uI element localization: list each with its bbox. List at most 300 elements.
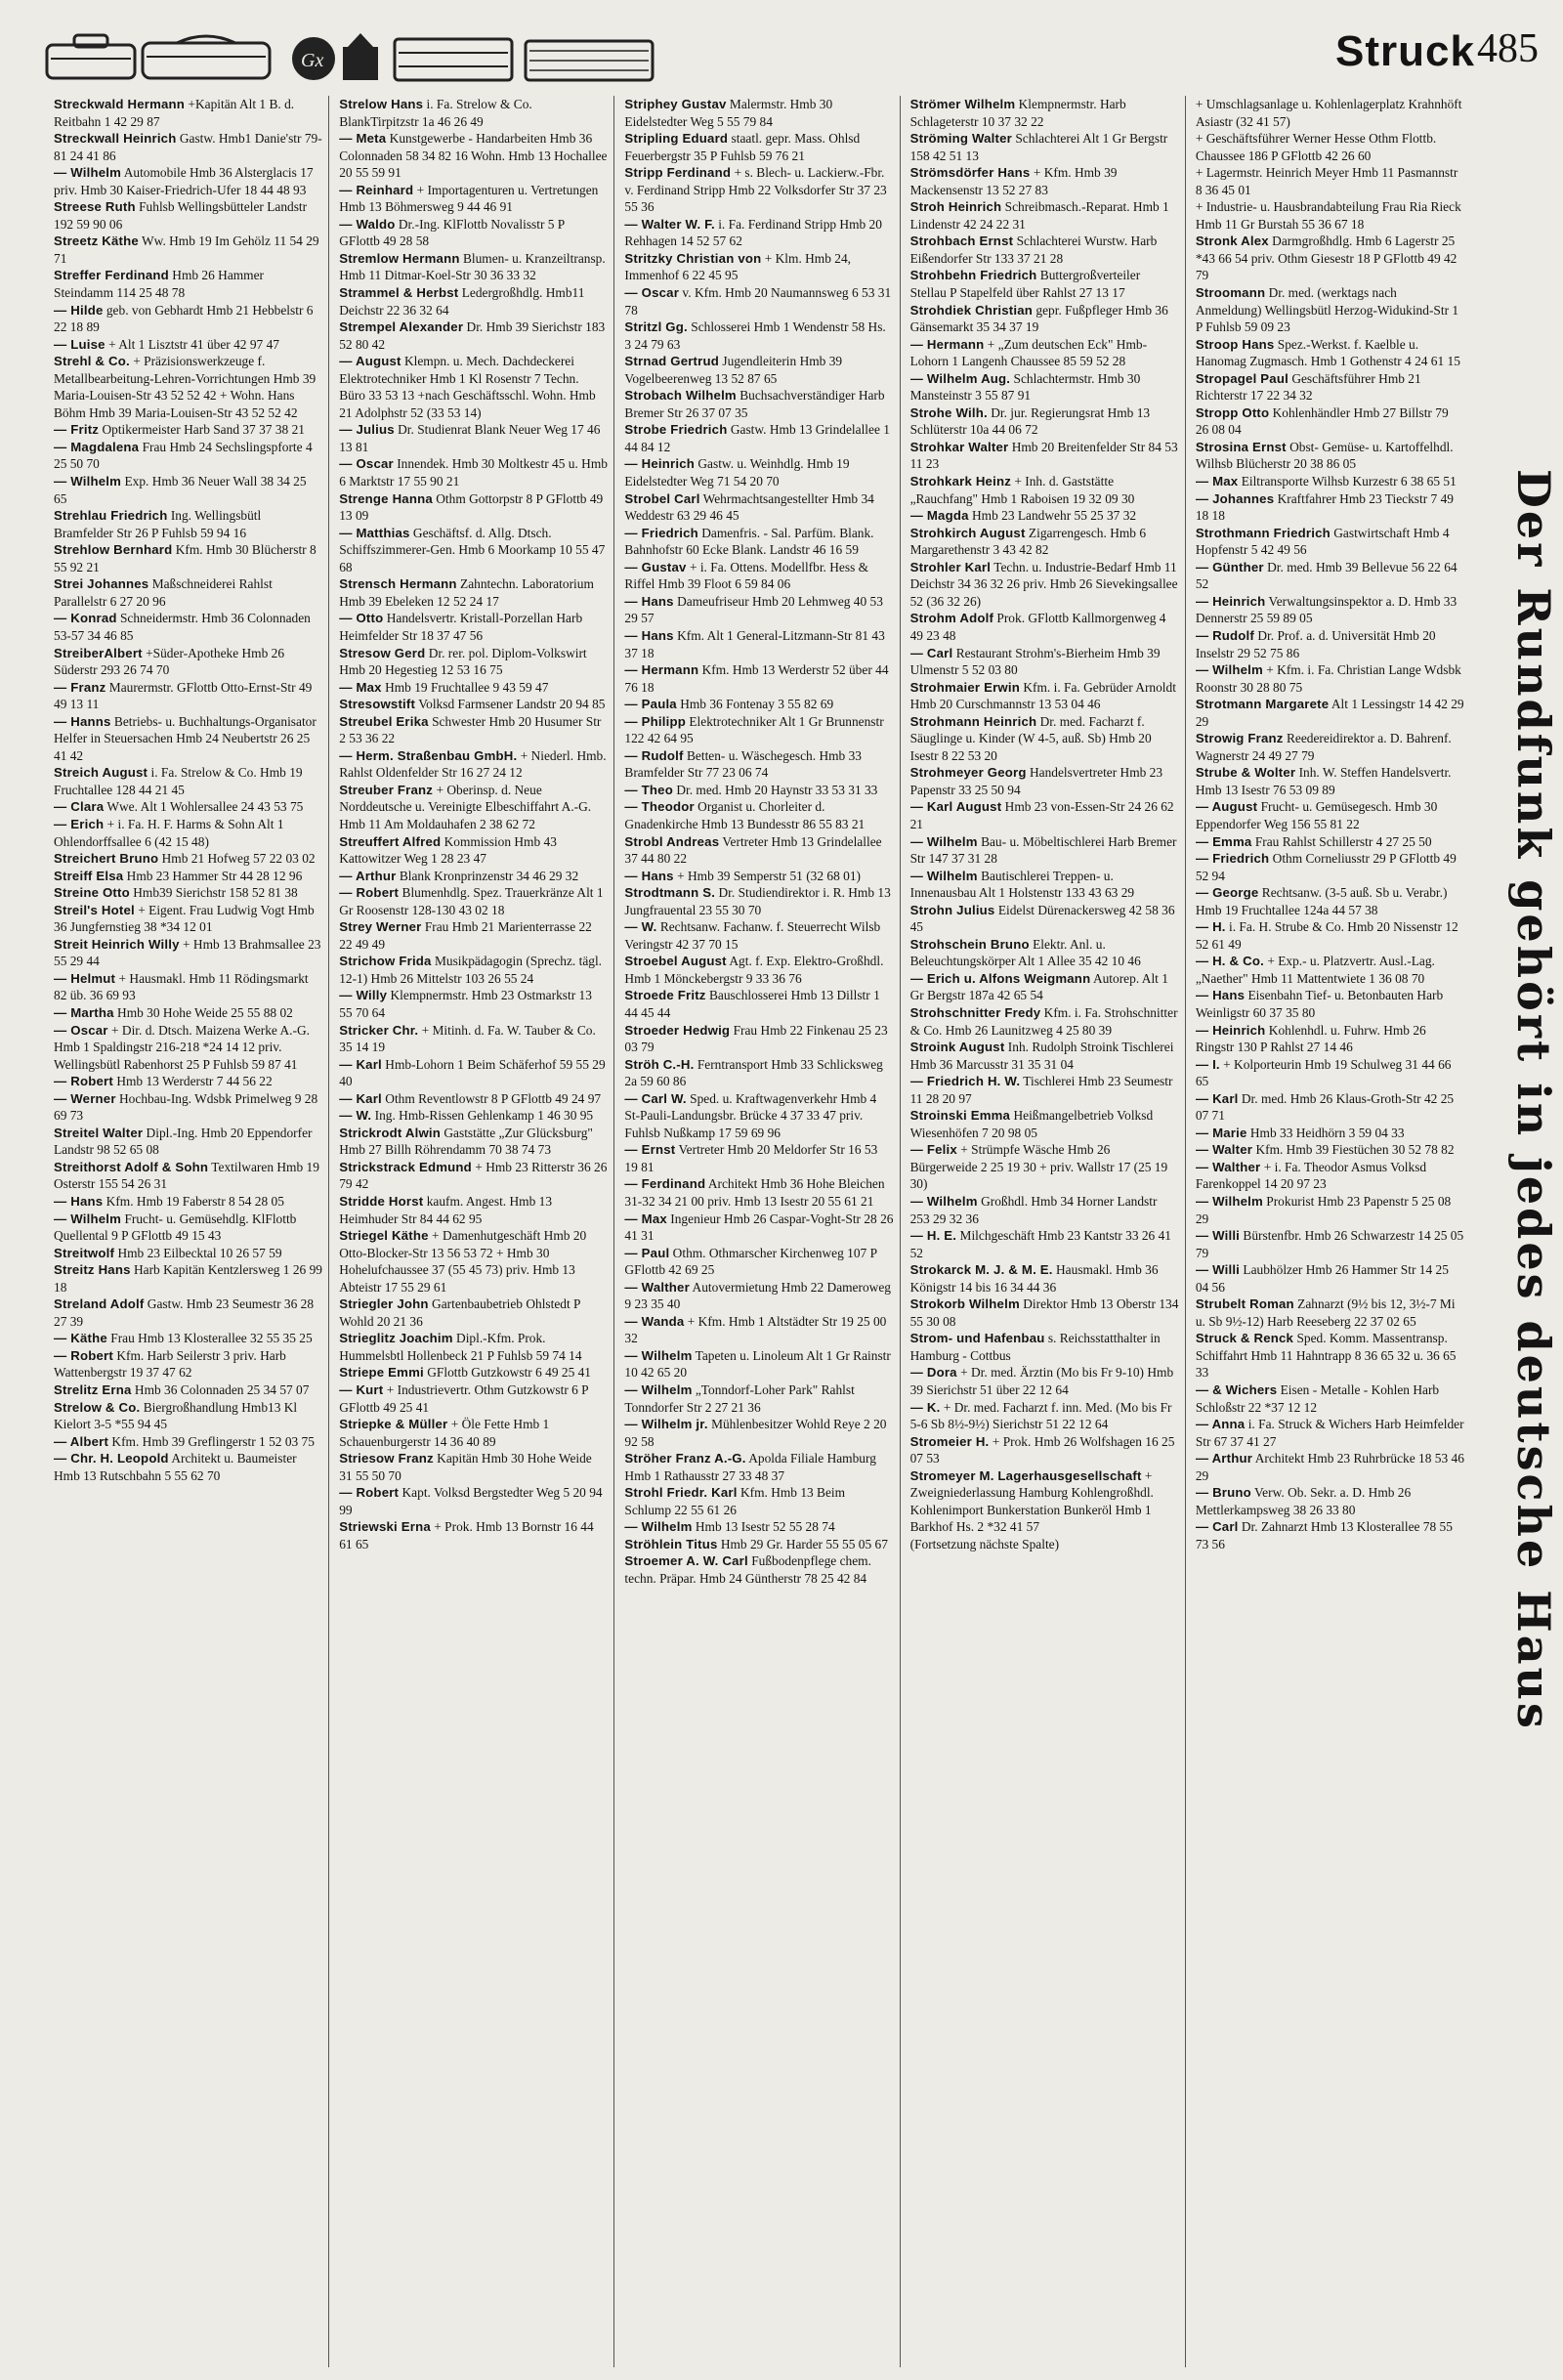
directory-entry bbox=[339, 250, 608, 284]
entry-name: — August bbox=[1195, 799, 1258, 815]
entry-name: — Wanda bbox=[624, 1313, 685, 1329]
entry-details: Bau- u. Möbeltischlerei Harb Bremer Str 147 37 31 28 bbox=[909, 833, 1177, 867]
directory-entry bbox=[1196, 490, 1464, 525]
entry-details: + Inh. d. Gaststätte „Rauchfang" Hmb 1 Raboisen 19 32 09 30 bbox=[909, 474, 1135, 506]
directory-entry bbox=[624, 868, 893, 885]
directory-entry bbox=[624, 627, 893, 661]
directory-entry bbox=[54, 1125, 322, 1159]
entry-details: Kfm. Hmb 13 Beim Schlump 22 55 61 26 bbox=[624, 1485, 846, 1517]
directory-entry bbox=[339, 1416, 608, 1450]
directory-entry bbox=[624, 164, 893, 216]
entry-name: Stropagel Paul bbox=[1195, 370, 1288, 386]
entry-details: + Exp.- u. Platzvertr. Ausl.-Lag. „Naether" Hmb 11 Mattentwiete 1 36 08 70 bbox=[1195, 954, 1435, 986]
directory-entry bbox=[1196, 130, 1464, 164]
entry-details: Restaurant Strohm's-Bierheim Hmb 39 Ulmenstr 5 52 03 80 bbox=[909, 645, 1161, 678]
entry-details: + Oberinsp. d. Neue Norddeutsche u. Vereinigte Elbeschiffahrt A.-G. Hmb 11 Am Moldauhafen 2 38 62 72 bbox=[339, 782, 592, 831]
directory-entry bbox=[54, 130, 322, 164]
entry-details: Hmb 21 Hofweg 57 22 03 02 bbox=[161, 851, 316, 867]
directory-entry bbox=[339, 747, 608, 782]
entry-name: Stresowstift bbox=[339, 697, 416, 712]
directory-entry bbox=[624, 747, 893, 782]
directory-entry bbox=[910, 610, 1179, 644]
entry-name: — Hans bbox=[1195, 988, 1246, 1003]
entry-name: Strömsdörfer Hans bbox=[909, 165, 1031, 181]
directory-entry bbox=[910, 559, 1179, 611]
directory-entry bbox=[1196, 1296, 1464, 1330]
directory-entry bbox=[910, 1467, 1179, 1536]
entry-name: — H. & Co. bbox=[1195, 954, 1264, 969]
entry-name: Streitz Hans bbox=[54, 1262, 131, 1278]
directory-entry bbox=[339, 610, 608, 644]
directory-entry bbox=[339, 1056, 608, 1090]
directory-entry bbox=[624, 284, 893, 319]
directory-entry bbox=[339, 645, 608, 679]
entry-name: — Herm. Straßenbau GmbH. bbox=[339, 747, 518, 763]
entry-name: — Carl W. bbox=[624, 1090, 687, 1106]
entry-name: Stroebel August bbox=[624, 954, 727, 969]
entry-details: Apolda Filiale Hamburg Hmb 1 Rathausstr 27 33 48 37 bbox=[624, 1451, 876, 1483]
entry-name: — Felix bbox=[909, 1142, 957, 1158]
directory-entry bbox=[1196, 1518, 1464, 1552]
entry-name: — Fritz bbox=[54, 422, 100, 438]
entry-details: Frau Hmb 21 Marienterrasse 22 22 49 49 bbox=[339, 919, 592, 952]
entry-details: Milchgeschäft Hmb 23 Kantstr 33 26 41 52 bbox=[909, 1228, 1171, 1260]
entry-details: + Prok. Hmb 26 Wolfshagen 16 25 07 53 bbox=[909, 1433, 1175, 1466]
entry-details: Verwaltungsinspektor a. D. Hmb 33 Dennerstr 25 59 89 05 bbox=[1195, 593, 1457, 626]
entry-details: Kohlenhdl. u. Fuhrw. Hmb 26 Ringstr 130 P Rahlst 27 14 46 bbox=[1195, 1022, 1426, 1055]
entry-details: Klempn. u. Mech. Dachdeckerei Elektrotechniker Hmb 1 Kl Rosenstr 7 Techn. Büro 33 53 13 +nach Geschäftsschl. Wohn. Hmb 21 Adolphstr 52 (33 53 14) bbox=[339, 354, 596, 420]
directory-entry bbox=[910, 1193, 1179, 1227]
directory-entry bbox=[339, 987, 608, 1021]
entry-details: Architekt Hmb 23 Ruhrbrücke 18 53 46 29 bbox=[1195, 1451, 1464, 1483]
directory-entry bbox=[339, 1022, 608, 1056]
directory-entry bbox=[624, 1552, 893, 1587]
entry-details: Schneidermstr. Hmb 36 Colonnaden 53-57 34 46 85 bbox=[54, 611, 311, 643]
entry-details: Othm. Othmarscher Kirchenweg 107 P GFlottb 42 69 25 bbox=[624, 1245, 877, 1278]
directory-entry bbox=[1196, 1416, 1464, 1450]
directory-entry bbox=[54, 439, 322, 473]
directory-entry bbox=[54, 575, 322, 610]
entry-name: Streland Adolf bbox=[54, 1296, 145, 1312]
entry-details: s. Reichsstatthalter in Hamburg - Cottbus bbox=[909, 1331, 1161, 1363]
directory-entry bbox=[624, 953, 893, 987]
directory-entry bbox=[339, 353, 608, 421]
entry-details: Obst- Gemüse- u. Kartoffelhdl. Wilhsb Blücherstr 20 38 86 05 bbox=[1195, 439, 1454, 472]
directory-entry bbox=[910, 679, 1179, 713]
directory-entry bbox=[624, 833, 893, 868]
directory-entry bbox=[624, 455, 893, 489]
directory-entry bbox=[54, 1193, 322, 1211]
entry-details: Darmgroßhdlg. Hmb 6 Lagerstr 25 *43 66 54 priv. Othm Giesestr 18 P GFlottb 49 42 79 bbox=[1195, 234, 1457, 283]
entry-details: Hmb 36 Fontenay 3 55 82 69 bbox=[680, 697, 834, 712]
directory-entry bbox=[54, 884, 322, 902]
entry-details: + i. Fa. Theodor Asmus Volksd Farenkoppel 14 20 97 23 bbox=[1195, 1159, 1427, 1192]
directory-entry bbox=[624, 713, 893, 747]
directory-entry bbox=[339, 490, 608, 525]
entry-name: Stripp Ferdinand bbox=[624, 165, 732, 181]
entry-details: Alt 1 Lessingstr 14 42 29 29 bbox=[1195, 697, 1464, 729]
entry-name: Strammel & Herbst bbox=[339, 285, 459, 301]
entry-details: Zigarrengesch. Hmb 6 Margarethenstr 3 43 42 82 bbox=[909, 525, 1147, 558]
entry-details: + „Zum deutschen Eck" Hmb-Lohorn 1 Langenh Chaussee 85 59 52 28 bbox=[909, 336, 1148, 369]
entry-details: Dipl.-Ing. Hmb 20 Eppendorfer Landstr 98 52 65 08 bbox=[54, 1125, 313, 1158]
directory-entry bbox=[339, 1125, 608, 1159]
entry-details: Sped. u. Kraftwagenverkehr Hmb 4 St-Pauli-Landungsbr. Brücke 4 37 33 47 priv. Fuhlsb Nußkamp 17 59 69 96 bbox=[624, 1090, 877, 1140]
entry-name: — Wilhelm Aug. bbox=[909, 370, 1011, 386]
entry-name: — Robert bbox=[339, 1485, 400, 1501]
entry-details: Kfm. Alt 1 General-Litzmann-Str 81 43 37 18 bbox=[624, 627, 885, 660]
directory-entry bbox=[910, 1433, 1179, 1467]
entry-details: Frau Rahlst Schillerstr 4 27 25 50 bbox=[1254, 833, 1432, 849]
entry-name: Streiff Elsa bbox=[54, 868, 124, 883]
entry-details: Hmb 13 Werderstr 7 44 56 22 bbox=[116, 1074, 273, 1089]
entry-name: — Philipp bbox=[624, 713, 687, 729]
directory-entry bbox=[339, 884, 608, 918]
entry-name: — Oscar bbox=[54, 1022, 108, 1038]
entry-name: — Heinrich bbox=[1195, 1022, 1266, 1038]
entry-name: Stripling Eduard bbox=[624, 131, 729, 147]
directory-entry bbox=[339, 96, 608, 130]
column-1 bbox=[54, 96, 329, 2367]
entry-name: Strickrodt Alwin bbox=[339, 1125, 442, 1140]
entry-name: Strehl & Co. bbox=[54, 354, 130, 369]
entry-details: Bauschlosserei Hmb 13 Dillstr 1 44 45 44 bbox=[624, 988, 880, 1020]
entry-name: — Franz bbox=[54, 679, 106, 695]
entry-details: + Eigent. Frau Ludwig Vogt Hmb 36 Jungfernstieg 38 *34 12 01 bbox=[54, 902, 315, 935]
entry-details: Fuhlsb Wellingsbütteler Landstr 192 59 90 06 bbox=[54, 199, 308, 232]
directory-entry bbox=[1196, 233, 1464, 284]
entry-name: — Friedrich bbox=[1195, 851, 1270, 867]
entry-name: Striepke & Müller bbox=[339, 1417, 448, 1432]
directory-entry bbox=[54, 610, 322, 644]
directory-entry bbox=[1196, 284, 1464, 336]
entry-name: StreiberAlbert bbox=[54, 645, 143, 660]
entry-details: + Alt 1 Lisztstr 41 über 42 97 47 bbox=[108, 336, 279, 352]
directory-entry bbox=[1196, 164, 1464, 198]
entry-details: Hmb 23 Eilbecktal 10 26 57 59 bbox=[117, 1245, 282, 1260]
entry-details: + Präzisionswerkzeuge f. Metallbearbeitung-Lehren-Vorrichtungen Hmb 39 Maria-Louisen-Str 43 52 52 42 + Wohn. Hans Böhm Hmb 39 Maria-Louisen-Str 43 52 52 42 bbox=[54, 354, 317, 420]
directory-entry bbox=[624, 490, 893, 525]
directory-entry bbox=[624, 319, 893, 353]
entry-name: — Erich bbox=[54, 816, 105, 831]
directory-entry bbox=[54, 1399, 322, 1433]
entry-details: Tischlerei Hmb 23 Seumestr 11 28 20 97 bbox=[909, 1074, 1173, 1106]
entry-name: — Friedrich bbox=[624, 525, 698, 540]
directory-entry bbox=[1196, 404, 1464, 439]
directory-entry bbox=[54, 645, 322, 679]
directory-entry bbox=[1196, 730, 1464, 764]
entry-name: — Werner bbox=[54, 1090, 116, 1106]
directory-entry bbox=[624, 661, 893, 696]
entry-name: — Wilhelm bbox=[909, 1194, 978, 1209]
entry-name: — Konrad bbox=[54, 611, 117, 626]
entry-details: + Strümpfe Wäsche Hmb 26 Bürgerweide 2 25 19 30 + priv. Wallstr 17 (25 19 30) bbox=[909, 1142, 1168, 1192]
directory-entry bbox=[339, 918, 608, 953]
entry-name: — Julius bbox=[339, 422, 395, 438]
entry-details: Dr. Prof. a. d. Universität Hmb 20 Inselstr 29 52 75 86 bbox=[1195, 627, 1436, 660]
entry-name: — Rudolf bbox=[624, 747, 684, 763]
entry-details: Jugendleiterin Hmb 39 Vogelbeerenweg 13 52 87 65 bbox=[624, 354, 843, 386]
entry-details: + Kfm. Hmb 1 Altstädter Str 19 25 00 32 bbox=[624, 1313, 887, 1346]
entry-name: Strube & Wolter bbox=[1195, 765, 1296, 781]
entry-name: — Luise bbox=[54, 336, 106, 352]
entry-details: + Industrie- u. Hausbrandabteilung Frau Ria Rieck Hmb 11 Gr Burstah 55 36 67 18 bbox=[1195, 199, 1461, 232]
directory-entry bbox=[54, 868, 322, 885]
entry-name: — Reinhard bbox=[339, 182, 414, 197]
directory-entry bbox=[1196, 1227, 1464, 1261]
directory-entry bbox=[910, 130, 1179, 164]
directory-entry bbox=[54, 1090, 322, 1125]
directory-entry bbox=[339, 1193, 608, 1227]
entry-name: — Hans bbox=[624, 593, 674, 609]
entry-name: — Clara bbox=[54, 799, 105, 815]
entry-name: — Walther bbox=[624, 1279, 690, 1295]
directory-entry bbox=[339, 1107, 608, 1125]
directory-entry bbox=[910, 404, 1179, 439]
entry-name: — I. bbox=[1195, 1056, 1220, 1072]
entry-details: Architekt Hmb 36 Hohe Bleichen 31-32 34 21 00 priv. Hmb 13 Isestr 20 55 61 21 bbox=[624, 1176, 885, 1209]
entry-details: Verw. Ob. Sekr. a. D. Hmb 26 Mettlerkampsweg 38 26 33 80 bbox=[1195, 1485, 1412, 1517]
entry-details: Gaststätte „Zur Glücksburg" Hmb 27 Billh Röhrendamm 70 38 74 73 bbox=[339, 1125, 593, 1158]
entry-name: Strohmeyer Georg bbox=[909, 765, 1027, 781]
directory-entry bbox=[54, 1381, 322, 1399]
entry-name: — Martha bbox=[54, 1004, 114, 1020]
directory-entry bbox=[1196, 884, 1464, 918]
entry-details: Kfm. Hmb 19 Faberstr 8 54 28 05 bbox=[106, 1194, 284, 1209]
entry-details: Dr. med. (werktags nach Anmeldung) Wellingsbütl Herzog-Widukind-Str 1 P Fuhlsb 59 09 23 bbox=[1195, 285, 1459, 335]
entry-details: Schlosserei Hmb 1 Wendenstr 58 Hs. 3 24 79 63 bbox=[624, 319, 886, 352]
entry-name: — Willi bbox=[1195, 1228, 1241, 1244]
directory-entry bbox=[339, 1159, 608, 1193]
entry-details: Innendek. Hmb 30 Moltkestr 45 u. Hmb 6 Marktstr 17 55 90 21 bbox=[339, 456, 608, 489]
directory-entry bbox=[1196, 1330, 1464, 1381]
entry-details: Fußbodenpflege chem. techn. Präpar. Hmb 24 Güntherstr 78 25 42 84 bbox=[624, 1553, 871, 1587]
directory-entry bbox=[624, 130, 893, 164]
directory-entry bbox=[339, 1330, 608, 1364]
entry-name: Streckwald Hermann bbox=[54, 97, 186, 111]
entry-details: Techn. u. Industrie-Bedarf Hmb 11 Deichstr 34 36 32 26 priv. Hmb 26 Sievekingsallee 52 (36 32 26) bbox=[909, 559, 1178, 609]
entry-name: — Paul bbox=[624, 1245, 670, 1260]
directory-entry bbox=[910, 936, 1179, 970]
entry-details: Hmb 23 Landwehr 55 25 37 32 bbox=[972, 508, 1137, 524]
entry-details: i. Fa. Strelow & Co. Hmb 19 Fruchtallee 128 44 21 45 bbox=[54, 765, 303, 797]
entry-details: (Fortsetzung nächste Spalte) bbox=[909, 1536, 1060, 1551]
directory-entry bbox=[1196, 1090, 1464, 1125]
entry-name: Streese Ruth bbox=[54, 199, 136, 215]
entry-details: Architekt u. Baumeister Hmb 13 Rutschbahn 5 55 62 70 bbox=[54, 1451, 297, 1483]
entry-details: Dr. Hmb 39 Sierichstr 183 52 80 42 bbox=[339, 319, 606, 352]
entry-name: Strelitz Erna bbox=[54, 1382, 132, 1398]
entry-details: Othm Gottorpstr 8 P GFlottb 49 13 09 bbox=[339, 490, 604, 524]
entry-name: — Paula bbox=[624, 697, 677, 712]
entry-name: Striegler John bbox=[339, 1296, 429, 1312]
entry-name: — Carl bbox=[909, 645, 953, 660]
entry-name: — Matthias bbox=[339, 525, 410, 540]
entry-name: Strieglitz Joachim bbox=[339, 1331, 453, 1346]
directory-entry bbox=[624, 918, 893, 953]
entry-details: + Industrievertr. Othm Gutzkowstr 6 P GFlottb 49 25 41 bbox=[339, 1382, 589, 1415]
directory-entry bbox=[1196, 953, 1464, 987]
entry-details: Kapt. Volksd Bergstedter Weg 5 20 94 99 bbox=[339, 1485, 603, 1517]
entry-details: Hmb 30 Hohe Weide 25 55 88 02 bbox=[117, 1004, 293, 1020]
entry-name: Struck & Renck bbox=[1195, 1331, 1294, 1346]
directory-entry bbox=[54, 233, 322, 267]
directory-entry bbox=[54, 1347, 322, 1381]
entry-details: Tapeten u. Linoleum Alt 1 Gr Rainstr 10 42 65 20 bbox=[624, 1347, 891, 1381]
directory-entry bbox=[624, 216, 893, 250]
directory-entry bbox=[624, 1416, 893, 1450]
entry-name: Strotmann Margarete bbox=[1195, 697, 1330, 712]
directory-entry bbox=[54, 1004, 322, 1022]
entry-details: Harb Kapitän Kentzlersweg 1 26 99 18 bbox=[54, 1262, 322, 1295]
entry-details: GFlottb Gutzkowstr 6 49 25 41 bbox=[427, 1365, 592, 1381]
entry-name: — August bbox=[339, 354, 401, 369]
entry-details: gepr. Fußpfleger Hmb 36 Gänsemarkt 35 34 37 19 bbox=[909, 302, 1168, 335]
entry-details: Wwe. Alt 1 Wohlersallee 24 43 53 75 bbox=[106, 799, 304, 815]
entry-name: — Max bbox=[1195, 474, 1239, 489]
entry-details: Geschäftsführer Hmb 21 Richterstr 17 22 34 32 bbox=[1195, 370, 1421, 404]
entry-name: Stroede Fritz bbox=[624, 988, 706, 1003]
entry-name: — Dora bbox=[909, 1365, 957, 1381]
entry-details: Kfm. Hmb 39 Greflingerstr 1 52 03 75 bbox=[111, 1433, 315, 1449]
entry-details: „Tonndorf-Loher Park" Rahlst Tonndorfer Str 2 27 21 36 bbox=[624, 1382, 855, 1415]
entry-name: — Anna bbox=[1195, 1417, 1246, 1432]
directory-entry bbox=[624, 387, 893, 421]
entry-name: Strensch Hermann bbox=[339, 576, 457, 592]
entry-details: Inh. Rudolph Stroink Tischlerei Hmb 36 Marcusstr 31 35 31 04 bbox=[909, 1040, 1174, 1072]
directory-entry bbox=[1196, 696, 1464, 730]
entry-details: Zahntechn. Laboratorium Hmb 39 Ebeleken 12 52 24 17 bbox=[339, 576, 594, 609]
entry-name: Strickstrack Edmund bbox=[339, 1159, 472, 1174]
entry-name: Strohbach Ernst bbox=[909, 234, 1014, 249]
entry-details: Direktor Hmb 13 Oberstr 134 55 30 08 bbox=[909, 1296, 1179, 1329]
entry-name: — Günther bbox=[1195, 559, 1264, 574]
directory-entry bbox=[339, 868, 608, 885]
entry-details: Textilwaren Hmb 19 Osterstr 155 54 26 31 bbox=[54, 1159, 319, 1192]
directory-entry bbox=[624, 696, 893, 713]
entry-details: + Importagenturen u. Vertretungen Hmb 13 Böhmersweg 9 44 46 91 bbox=[339, 182, 599, 215]
directory-entry bbox=[910, 1296, 1179, 1330]
directory-entry bbox=[910, 1330, 1179, 1364]
svg-text:Gx: Gx bbox=[301, 50, 324, 71]
entry-name: — Robert bbox=[54, 1074, 113, 1089]
entry-name: Stremlow Hermann bbox=[339, 250, 460, 266]
entry-details: + Niederl. Hmb. Rahlst Oldenfelder Str 16 27 24 12 bbox=[339, 747, 607, 781]
entry-name: Stresow Gerd bbox=[339, 645, 426, 660]
entry-details: Geschäftsf. d. Allg. Dtsch. Schiffszimmerer-Gen. Hmb 6 Moorkamp 10 55 47 68 bbox=[339, 525, 606, 574]
entry-name: Strobe Friedrich bbox=[624, 422, 728, 438]
entry-name: Strehlau Friedrich bbox=[54, 508, 168, 524]
entry-name: Strohschnitter Fredy bbox=[909, 1004, 1041, 1020]
entry-name: — Wilhelm bbox=[54, 474, 122, 489]
entry-details: + Zweigniederlassung Hamburg Kohlengroßhdl. Kohlenimport Bunkerstation Bunkeröl Hmb 1 Barkhof Hs. 2 *32 41 57 bbox=[909, 1467, 1154, 1535]
directory-entry bbox=[1196, 559, 1464, 593]
directory-entry bbox=[54, 541, 322, 575]
entry-name: Strohdiek Christian bbox=[909, 302, 1034, 318]
entry-details: Malermstr. Hmb 30 Eidelstedter Weg 5 55 79 84 bbox=[624, 97, 833, 129]
entry-name: Stromeyer M. Lagerhausgesellschaft bbox=[909, 1467, 1142, 1483]
entry-name: — Wilhelm bbox=[1195, 1194, 1263, 1209]
directory-entry bbox=[910, 370, 1179, 404]
entry-details: Dipl.-Kfm. Prok. Hummelsbtl Hollenbeck 21 P Fuhlsb 59 74 14 bbox=[339, 1331, 582, 1363]
entry-name: — Helmut bbox=[54, 970, 116, 986]
entry-details: Betten- u. Wäschegesch. Hmb 33 Bramfelder Str 77 23 06 74 bbox=[624, 747, 862, 781]
directory-entry bbox=[339, 525, 608, 576]
entry-name: Streich August bbox=[54, 765, 148, 781]
entry-name: — Theo bbox=[624, 782, 673, 797]
entry-name: Strobl Andreas bbox=[624, 833, 720, 849]
directory-entry bbox=[624, 559, 893, 593]
entry-name: Strey Werner bbox=[339, 919, 422, 935]
directory-entry bbox=[910, 1364, 1179, 1398]
entry-details: Hmb-Lohorn 1 Beim Schäferhof 59 55 29 40 bbox=[339, 1056, 606, 1089]
entry-name: Strobach Wilhelm bbox=[624, 388, 737, 404]
directory-entry bbox=[1196, 1159, 1464, 1193]
entry-details: Gastw. Hmb 23 Seumestr 36 28 27 39 bbox=[54, 1296, 315, 1329]
entry-details: + Kfm. i. Fa. Christian Lange Wdsbk Roonstr 30 28 80 75 bbox=[1195, 662, 1461, 695]
directory-entry bbox=[339, 575, 608, 610]
entry-details: Damenfris. - Sal. Parfüm. Blank. Bahnhofstr 60 Ecke Blank. Landstr 46 16 59 bbox=[624, 525, 874, 558]
directory-entry bbox=[54, 353, 322, 421]
entry-details: Frau Hmb 22 Finkenau 25 23 03 79 bbox=[624, 1022, 888, 1055]
directory-entry bbox=[54, 267, 322, 301]
directory-entry bbox=[339, 833, 608, 868]
directory-entry bbox=[339, 130, 608, 182]
directory-entry bbox=[910, 473, 1179, 507]
entry-details: Maurermstr. GFlottb Otto-Ernst-Str 49 49 13 11 bbox=[54, 679, 313, 712]
entry-name: Stroomann bbox=[1195, 285, 1266, 301]
entry-details: Blumen- u. Kranzeiltransp. Hmb 11 Ditmar-Koel-Str 30 36 33 32 bbox=[339, 250, 606, 283]
directory-entry bbox=[54, 850, 322, 868]
directory-entry bbox=[910, 302, 1179, 336]
entry-name: — Max bbox=[624, 1211, 667, 1226]
entry-name: Strohschein Bruno bbox=[909, 936, 1030, 952]
entry-details: Kraftfahrer Hmb 23 Tieckstr 7 49 18 18 bbox=[1195, 490, 1454, 524]
directory-entry bbox=[1196, 1125, 1464, 1142]
directory-entry bbox=[910, 525, 1179, 559]
entry-details: Ferntransport Hmb 33 Schlicksweg 2a 59 60 86 bbox=[624, 1056, 883, 1089]
entry-details: Eisenbahn Tief- u. Betonbauten Harb Weinligstr 60 37 35 80 bbox=[1195, 988, 1444, 1020]
directory-entry bbox=[1196, 1484, 1464, 1518]
entry-name: Stroop Hans bbox=[1195, 336, 1275, 352]
directory-entry bbox=[910, 267, 1179, 301]
directory-entry bbox=[624, 782, 893, 799]
entry-name: — Kurt bbox=[339, 1382, 384, 1398]
directory-entry bbox=[54, 936, 322, 970]
entry-details: Sped. Komm. Massentransp. Schiffahrt Hmb 11 Hahntrapp 8 36 65 32 u. 36 65 33 bbox=[1195, 1331, 1457, 1381]
directory-entry bbox=[54, 1261, 322, 1296]
entry-name: — Theodor bbox=[624, 799, 695, 815]
entry-name: Strohmaier Erwin bbox=[909, 679, 1020, 695]
entry-name: — Hilde bbox=[54, 302, 104, 318]
entry-details: + Öle Fette Hmb 1 Schauenburgerstr 14 36 40 89 bbox=[339, 1417, 550, 1449]
directory-entry bbox=[1196, 987, 1464, 1021]
directory-entry bbox=[1196, 1381, 1464, 1416]
directory-entry bbox=[1196, 473, 1464, 490]
directory-entry bbox=[339, 953, 608, 987]
entry-details: Bautischlerei Treppen- u. Innenausbau Alt 1 Holstenstr 133 43 63 29 bbox=[909, 868, 1135, 901]
entry-details: Optikermeister Harb Sand 37 37 38 21 bbox=[102, 422, 305, 438]
entry-name: Striegel Käthe bbox=[339, 1228, 429, 1244]
directory-entry bbox=[339, 1090, 608, 1108]
entry-details: Spez.-Werkst. f. Kaelble u. Hanomag Zugmasch. Hmb 1 Gothenstr 4 24 61 15 bbox=[1195, 336, 1460, 369]
directory-entry bbox=[54, 1330, 322, 1347]
entry-name: Strohn Julius bbox=[909, 902, 995, 917]
entry-details: + Kolporteurin Hmb 19 Schulweg 31 44 66 65 bbox=[1195, 1056, 1452, 1089]
entry-details: Hmb 26 Hammer Steindamm 114 25 48 78 bbox=[54, 268, 264, 301]
directory-entry bbox=[624, 798, 893, 832]
entry-name: — Hanns bbox=[54, 713, 111, 729]
